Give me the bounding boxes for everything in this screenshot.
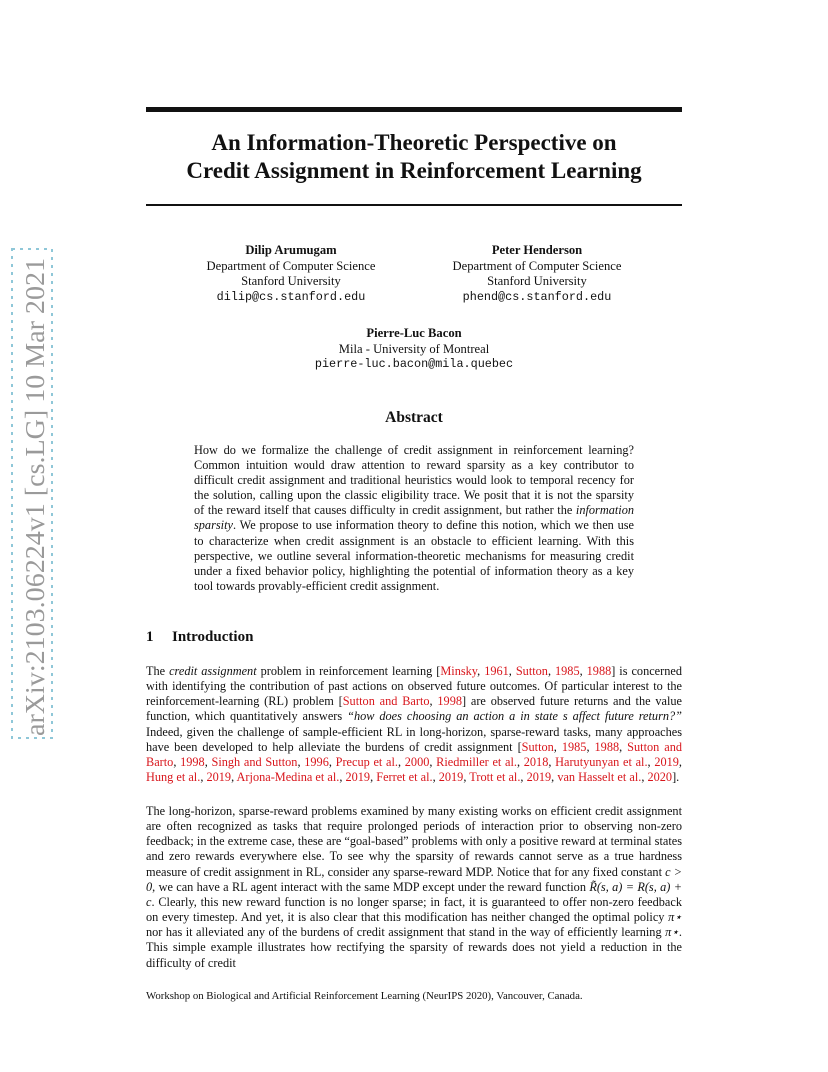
text-run: , bbox=[516, 754, 524, 769]
text-run: , bbox=[398, 754, 405, 769]
page-footer: Workshop on Biological and Artificial Reinforcement Learning (NeurIPS 2020), Vancouver, Canada. bbox=[146, 990, 583, 1002]
math-inline: c > 0 bbox=[146, 864, 682, 894]
text-run: . This simple example illustrates how rectifying the sparsity of rewards does not yield a reduction in the difficulty of credit bbox=[146, 925, 682, 970]
text-run: , bbox=[548, 754, 556, 769]
intro-paragraph-1 bbox=[146, 664, 682, 785]
citation-link[interactable]: Trott et al. bbox=[469, 770, 521, 785]
author-block-2 bbox=[436, 243, 638, 305]
text-run: , bbox=[463, 770, 470, 785]
citation-link[interactable]: Hung et al. bbox=[146, 770, 201, 785]
text-run: , bbox=[647, 754, 655, 769]
arxiv-stamp-text: arXiv:2103.06224v1 [cs.LG] 10 Mar 2021 bbox=[19, 267, 50, 736]
author-affiliation: Department of Computer Science bbox=[452, 258, 622, 273]
citation-link[interactable]: 1961 bbox=[484, 664, 509, 678]
abstract-heading: Abstract bbox=[385, 409, 443, 426]
text-run: , bbox=[477, 664, 485, 678]
citation-link[interactable]: 1988 bbox=[594, 739, 620, 754]
paper-title bbox=[146, 129, 682, 185]
text-run: , bbox=[204, 754, 212, 769]
text-run: , bbox=[339, 770, 346, 785]
text-run: , bbox=[173, 754, 181, 769]
citation-link[interactable]: Sutton bbox=[515, 664, 548, 678]
citation-link[interactable]: 2019 bbox=[345, 770, 371, 785]
abstract-body bbox=[194, 443, 634, 594]
text-run: , bbox=[619, 739, 628, 754]
text-run: , bbox=[328, 754, 336, 769]
section-number: 1 bbox=[146, 629, 154, 645]
text-run: , bbox=[370, 770, 377, 785]
math-inline: R̃(s, a) = R(s, a) + c bbox=[146, 879, 682, 909]
text-run: Indeed, given the challenge of sample-efficient RL in long-horizon, sparse-reward tasks, many approaches have been developed to help alleviate the burdens of credit assignment [ bbox=[146, 724, 682, 754]
citation-link[interactable]: 1985 bbox=[555, 664, 580, 678]
text-run: , bbox=[547, 664, 555, 678]
citation-link[interactable]: Sutton bbox=[521, 739, 554, 754]
citation-link[interactable]: Sutton and Barto bbox=[342, 694, 430, 709]
citation-link[interactable]: 1996 bbox=[304, 754, 329, 769]
author-block-1 bbox=[190, 243, 392, 305]
emphasis: “how does choosing an action a in state s affect future return?” bbox=[347, 709, 682, 724]
author-affiliation: Department of Computer Science bbox=[206, 258, 376, 273]
emphasis: credit assignment bbox=[169, 664, 257, 678]
text-run: , bbox=[579, 664, 587, 678]
text-run: , bbox=[641, 770, 648, 785]
author-email[interactable]: phend@cs.stanford.edu bbox=[462, 289, 612, 304]
section-heading bbox=[146, 629, 682, 646]
citation-link[interactable]: van Hasselt et al. bbox=[557, 770, 642, 785]
title-line-2: Credit Assignment in Reinforcement Learning bbox=[186, 158, 642, 183]
author-name: Dilip Arumugam bbox=[245, 243, 337, 257]
text-run: , bbox=[553, 739, 562, 754]
citation-link[interactable]: Arjona-Medina et al. bbox=[236, 770, 340, 785]
citation-link[interactable]: Harutyunyan et al. bbox=[555, 754, 648, 769]
citation-link[interactable]: 2019 bbox=[206, 770, 232, 785]
text-run: , bbox=[586, 739, 595, 754]
author-name: Pierre-Luc Bacon bbox=[366, 326, 462, 340]
citation-link[interactable]: Ferret et al. bbox=[376, 770, 433, 785]
author-affiliation: Mila - University of Montreal bbox=[338, 341, 490, 356]
text-run: , bbox=[678, 754, 682, 769]
title-line-1: An Information-Theoretic Perspective on bbox=[211, 130, 617, 155]
math-inline: π⋆ bbox=[668, 910, 682, 925]
citation-link[interactable]: 2019 bbox=[438, 770, 464, 785]
author-block-3 bbox=[290, 326, 538, 373]
citation-link[interactable]: Precup et al. bbox=[335, 754, 398, 769]
author-institution: Stanford University bbox=[241, 274, 341, 288]
text-run: , bbox=[508, 664, 516, 678]
author-institution: Stanford University bbox=[487, 274, 587, 288]
text-run: , bbox=[297, 754, 305, 769]
text-run: nor has it alleviated any of the burdens of credit assignment that stand in the way of efficiently learning bbox=[146, 925, 666, 940]
text-run: , bbox=[429, 694, 438, 709]
text-run: . Clearly, this new reward function is no longer sparse; in fact, it is guaranteed to offer non-zero feedback on every timestep. And yet, it is also clear that this modification has neither changed the optimal policy bbox=[146, 894, 682, 925]
text-run: , we can have a RL agent interact with the same MDP except under the reward function bbox=[152, 879, 590, 894]
intro-paragraph-2 bbox=[146, 804, 682, 971]
text-run: ] are observed future returns and the value function, which quantitatively answers bbox=[146, 694, 682, 724]
citation-link[interactable]: 1988 bbox=[586, 664, 612, 678]
author-email[interactable]: dilip@cs.stanford.edu bbox=[216, 289, 366, 304]
arxiv-stamp-border bbox=[12, 249, 52, 738]
text-run: ] is concerned with identifying the contribution of past actions on observed future outcomes. Of particular interest to the reinforcement-learning (RL) problem [ bbox=[146, 664, 682, 709]
author-email[interactable]: pierre-luc.bacon@mila.quebec bbox=[314, 357, 514, 371]
citation-link[interactable]: 1998 bbox=[180, 754, 205, 769]
text-run: The long-horizon, sparse-reward problems examined by many existing works on efficient credit assignment are often recognized as tasks that require prolonged periods of interaction prior to observing non-zero feedback; in the extreme case, these are “goal-based” problems with only a positive reward at terminal states and zero rewards everywhere else. To see why the sparsity of rewards cannot serve as a true hardness measure of credit assignment in RL, consider any sparse-reward MDP. Notice that for any fixed constant bbox=[146, 804, 682, 879]
title-rule-bottom bbox=[146, 204, 682, 206]
text-run: ]. bbox=[672, 770, 680, 785]
citation-link[interactable]: Minsky bbox=[440, 664, 478, 678]
citation-link[interactable]: 2020 bbox=[647, 770, 673, 785]
text-run: , bbox=[520, 770, 527, 785]
citation-link[interactable]: 2019 bbox=[526, 770, 552, 785]
citation-link[interactable]: 2000 bbox=[404, 754, 430, 769]
citation-link[interactable]: 1985 bbox=[561, 739, 587, 754]
citation-link[interactable]: 1998 bbox=[437, 694, 462, 709]
text-run: , bbox=[200, 770, 207, 785]
text-run: , bbox=[429, 754, 437, 769]
citation-link[interactable]: 2018 bbox=[523, 754, 549, 769]
math-inline: π⋆ bbox=[665, 925, 679, 940]
text-run: , bbox=[551, 770, 558, 785]
section-title: Introduction bbox=[172, 629, 254, 645]
text-run: , bbox=[432, 770, 439, 785]
abstract-text: How do we formalize the challenge of credit assignment in reinforcement learning? Common intuition would draw attention to reward sparsity as a key contributor to difficult credit assignment and traditional heuristics would look to temporal recency for the solution, calling upon the classic eligibility trace. We posit that it is not the sparsity of the reward itself that causes difficulty in credit assignment, but rather the bbox=[194, 443, 634, 518]
text-run: , bbox=[231, 770, 237, 785]
citation-link[interactable]: Singh and Sutton bbox=[211, 754, 298, 769]
citation-link[interactable]: Sutton and Barto bbox=[146, 739, 683, 769]
text-run: problem in reinforcement learning [ bbox=[256, 664, 441, 678]
abstract-emphasis: information sparsity bbox=[194, 503, 634, 533]
text-run: The bbox=[146, 664, 170, 678]
citation-link[interactable]: Riedmiller et al. bbox=[436, 754, 517, 769]
title-rule-top bbox=[146, 107, 682, 112]
abstract-text: . We propose to use information theory to define this notion, which we then use to characterize when credit assignment is an obstacle to efficient learning. With this perspective, we outline several information-theoretic mechanisms for measuring credit under a fixed behavior policy, highlighting the potential of information theory as a key tool towards provably-efficient credit assignment. bbox=[194, 518, 634, 593]
citation-link[interactable]: 2019 bbox=[654, 754, 679, 769]
author-name: Peter Henderson bbox=[491, 243, 583, 257]
